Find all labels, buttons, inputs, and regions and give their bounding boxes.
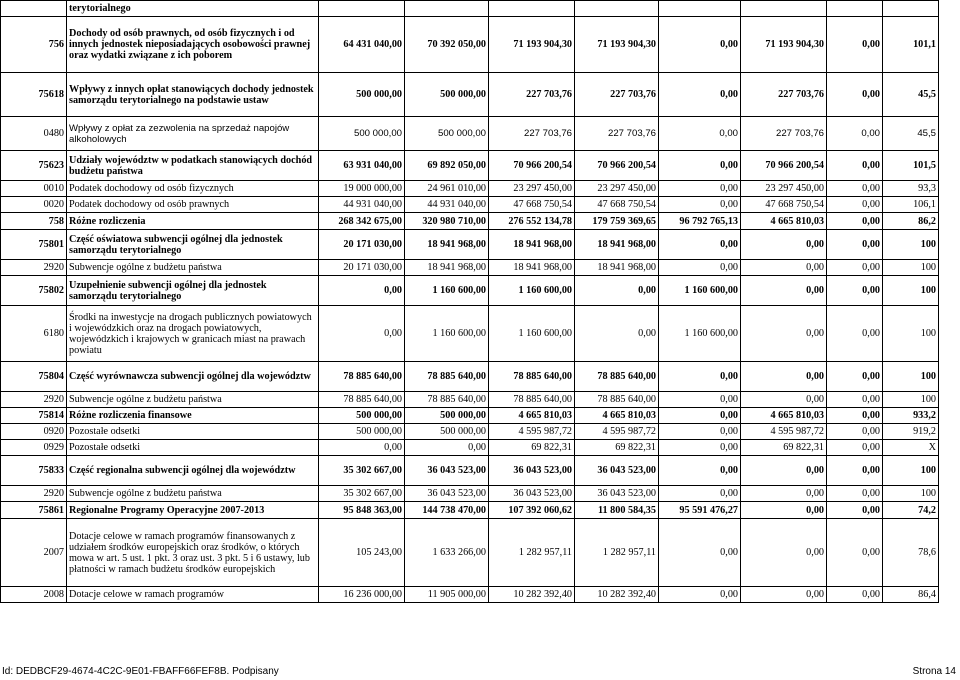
amount-cell: 0,00 xyxy=(659,424,741,440)
percent-cell: 100 xyxy=(883,392,939,408)
amount-cell: 36 043 523,00 xyxy=(405,456,489,486)
percent-cell: 933,2 xyxy=(883,408,939,424)
amount-cell: 69 822,31 xyxy=(489,440,575,456)
amount-cell: 69 822,31 xyxy=(575,440,659,456)
percent-cell: 86,2 xyxy=(883,213,939,230)
amount-cell: 71 193 904,30 xyxy=(489,17,575,73)
amount-cell: 227 703,76 xyxy=(741,73,827,117)
item-description: Podatek dochodowy od osób fizycznych xyxy=(67,181,319,197)
amount-cell: 18 941 968,00 xyxy=(489,230,575,260)
amount-cell: 179 759 369,65 xyxy=(575,213,659,230)
page-number: Strona 14 xyxy=(912,666,956,677)
amount-cell: 0,00 xyxy=(659,17,741,73)
amount-cell: 4 665 810,03 xyxy=(741,213,827,230)
classification-code: 75861 xyxy=(1,502,67,519)
percent-cell: 106,1 xyxy=(883,197,939,213)
item-description: Część regionalna subwencji ogólnej dla województw xyxy=(67,456,319,486)
amount-cell: 500 000,00 xyxy=(319,117,405,151)
amount-cell: 78 885 640,00 xyxy=(319,362,405,392)
amount-cell: 0,00 xyxy=(741,306,827,362)
amount-cell: 0,00 xyxy=(741,362,827,392)
amount-cell: 4 595 987,72 xyxy=(741,424,827,440)
amount-cell: 23 297 450,00 xyxy=(575,181,659,197)
item-description: terytorialnego xyxy=(67,1,319,17)
percent-cell: 74,2 xyxy=(883,502,939,519)
classification-code: 756 xyxy=(1,17,67,73)
amount-cell: 10 282 392,40 xyxy=(575,587,659,603)
amount-cell: 0,00 xyxy=(659,486,741,502)
table-row xyxy=(1,362,939,392)
amount-cell: 47 668 750,54 xyxy=(489,197,575,213)
classification-code: 6180 xyxy=(1,306,67,362)
amount-cell: 0,00 xyxy=(827,276,883,306)
amount-cell: 1 282 957,11 xyxy=(489,519,575,587)
amount-cell: 0,00 xyxy=(741,587,827,603)
classification-code: 0480 xyxy=(1,117,67,151)
amount-cell: 70 966 200,54 xyxy=(489,151,575,181)
amount-cell: 0,00 xyxy=(659,73,741,117)
classification-code xyxy=(1,1,67,17)
item-description: Subwencje ogólne z budżetu państwa xyxy=(67,260,319,276)
table-row xyxy=(1,181,939,197)
amount-cell: 70 966 200,54 xyxy=(741,151,827,181)
amount-cell: 0,00 xyxy=(659,519,741,587)
amount-cell: 35 302 667,00 xyxy=(319,486,405,502)
table-row xyxy=(1,213,939,230)
amount-cell: 268 342 675,00 xyxy=(319,213,405,230)
amount-cell: 0,00 xyxy=(741,502,827,519)
amount-cell: 0,00 xyxy=(659,440,741,456)
item-description: Środki na inwestycje na drogach publicznych powiatowych i wojewódzkich oraz na drogach powiatowych, wojewódzkich i krajowych w granicach miast na prawach powiatu xyxy=(67,306,319,362)
amount-cell: 0,00 xyxy=(575,276,659,306)
percent-cell: 100 xyxy=(883,230,939,260)
amount-cell: 64 431 040,00 xyxy=(319,17,405,73)
amount-cell: 500 000,00 xyxy=(405,73,489,117)
amount-cell: 500 000,00 xyxy=(405,117,489,151)
item-description: Subwencje ogólne z budżetu państwa xyxy=(67,392,319,408)
percent-cell: 100 xyxy=(883,362,939,392)
amount-cell: 69 892 050,00 xyxy=(405,151,489,181)
amount-cell: 70 966 200,54 xyxy=(575,151,659,181)
percent-cell: 101,1 xyxy=(883,17,939,73)
amount-cell: 227 703,76 xyxy=(741,117,827,151)
amount-cell: 500 000,00 xyxy=(319,408,405,424)
amount-cell: 0,00 xyxy=(827,408,883,424)
item-description: Dotacje celowe w ramach programów finansowanych z udziałem środków europejskich oraz środków, o których mowa w art. 5 ust. 1 pkt. 3 oraz ust. 3 pkt. 5 i 6 ustawy, lub płatności w ramach budżetu środków europejskich xyxy=(67,519,319,587)
percent-cell: X xyxy=(883,440,939,456)
amount-cell: 10 282 392,40 xyxy=(489,587,575,603)
amount-cell: 11 905 000,00 xyxy=(405,587,489,603)
amount-cell: 0,00 xyxy=(741,456,827,486)
item-description: Udziały województw w podatkach stanowiących dochód budżetu państwa xyxy=(67,151,319,181)
amount-cell: 0,00 xyxy=(827,181,883,197)
amount-cell: 227 703,76 xyxy=(489,73,575,117)
amount-cell: 44 931 040,00 xyxy=(319,197,405,213)
amount-cell: 0,00 xyxy=(575,306,659,362)
amount-cell: 0,00 xyxy=(319,276,405,306)
item-description: Subwencje ogólne z budżetu państwa xyxy=(67,486,319,502)
classification-code: 75802 xyxy=(1,276,67,306)
amount-cell: 4 595 987,72 xyxy=(489,424,575,440)
amount-cell: 47 668 750,54 xyxy=(741,197,827,213)
amount-cell: 320 980 710,00 xyxy=(405,213,489,230)
amount-cell: 23 297 450,00 xyxy=(741,181,827,197)
amount-cell: 20 171 030,00 xyxy=(319,260,405,276)
amount-cell: 71 193 904,30 xyxy=(741,17,827,73)
percent-cell: 100 xyxy=(883,486,939,502)
amount-cell: 11 800 584,35 xyxy=(575,502,659,519)
amount-cell: 63 931 040,00 xyxy=(319,151,405,181)
amount-cell: 0,00 xyxy=(827,424,883,440)
amount-cell: 0,00 xyxy=(659,456,741,486)
table-row xyxy=(1,306,939,362)
amount-cell: 44 931 040,00 xyxy=(405,197,489,213)
amount-cell: 1 282 957,11 xyxy=(575,519,659,587)
amount-cell: 95 591 476,27 xyxy=(659,502,741,519)
percent-cell: 100 xyxy=(883,260,939,276)
amount-cell: 0,00 xyxy=(827,230,883,260)
amount-cell: 0,00 xyxy=(827,440,883,456)
amount-cell: 0,00 xyxy=(827,17,883,73)
item-description: Regionalne Programy Operacyjne 2007-2013 xyxy=(67,502,319,519)
amount-cell: 95 848 363,00 xyxy=(319,502,405,519)
amount-cell: 500 000,00 xyxy=(405,424,489,440)
classification-code: 75804 xyxy=(1,362,67,392)
amount-cell: 500 000,00 xyxy=(319,73,405,117)
amount-cell: 24 961 010,00 xyxy=(405,181,489,197)
amount-cell: 78 885 640,00 xyxy=(405,362,489,392)
amount-cell: 4 665 810,03 xyxy=(575,408,659,424)
amount-cell: 0,00 xyxy=(659,392,741,408)
classification-code: 758 xyxy=(1,213,67,230)
amount-cell: 36 043 523,00 xyxy=(405,486,489,502)
table-row xyxy=(1,424,939,440)
classification-code: 75814 xyxy=(1,408,67,424)
amount-cell: 36 043 523,00 xyxy=(489,456,575,486)
amount-cell: 19 000 000,00 xyxy=(319,181,405,197)
amount-cell xyxy=(575,1,659,17)
amount-cell: 78 885 640,00 xyxy=(319,392,405,408)
amount-cell: 0,00 xyxy=(741,260,827,276)
percent-cell: 45,5 xyxy=(883,117,939,151)
amount-cell: 71 193 904,30 xyxy=(575,17,659,73)
amount-cell: 18 941 968,00 xyxy=(489,260,575,276)
amount-cell xyxy=(489,1,575,17)
amount-cell: 0,00 xyxy=(827,260,883,276)
amount-cell: 227 703,76 xyxy=(575,73,659,117)
amount-cell: 0,00 xyxy=(405,440,489,456)
table-row xyxy=(1,456,939,486)
amount-cell: 0,00 xyxy=(741,230,827,260)
item-description: Część wyrównawcza subwencji ogólnej dla województw xyxy=(67,362,319,392)
amount-cell: 500 000,00 xyxy=(405,408,489,424)
table-row xyxy=(1,117,939,151)
amount-cell: 0,00 xyxy=(659,197,741,213)
amount-cell: 18 941 968,00 xyxy=(405,230,489,260)
classification-code: 2007 xyxy=(1,519,67,587)
table-row xyxy=(1,502,939,519)
amount-cell: 1 160 600,00 xyxy=(405,276,489,306)
amount-cell: 96 792 765,13 xyxy=(659,213,741,230)
amount-cell: 1 160 600,00 xyxy=(659,306,741,362)
amount-cell: 18 941 968,00 xyxy=(575,230,659,260)
amount-cell: 0,00 xyxy=(659,260,741,276)
item-description: Różne rozliczenia finansowe xyxy=(67,408,319,424)
classification-code: 75833 xyxy=(1,456,67,486)
amount-cell: 1 160 600,00 xyxy=(489,276,575,306)
amount-cell: 0,00 xyxy=(827,213,883,230)
amount-cell: 36 043 523,00 xyxy=(575,486,659,502)
table-row xyxy=(1,486,939,502)
table-row xyxy=(1,73,939,117)
amount-cell: 1 160 600,00 xyxy=(489,306,575,362)
amount-cell: 0,00 xyxy=(741,486,827,502)
item-description: Dotacje celowe w ramach programów xyxy=(67,587,319,603)
amount-cell: 18 941 968,00 xyxy=(405,260,489,276)
table-row xyxy=(1,230,939,260)
amount-cell xyxy=(405,1,489,17)
table-row xyxy=(1,1,939,17)
amount-cell: 0,00 xyxy=(827,502,883,519)
amount-cell: 0,00 xyxy=(319,306,405,362)
classification-code: 2920 xyxy=(1,486,67,502)
amount-cell: 276 552 134,78 xyxy=(489,213,575,230)
amount-cell: 0,00 xyxy=(659,230,741,260)
item-description: Pozostałe odsetki xyxy=(67,440,319,456)
amount-cell: 0,00 xyxy=(659,408,741,424)
amount-cell: 0,00 xyxy=(319,440,405,456)
amount-cell: 1 633 266,00 xyxy=(405,519,489,587)
amount-cell: 20 171 030,00 xyxy=(319,230,405,260)
amount-cell: 0,00 xyxy=(741,519,827,587)
table-row xyxy=(1,587,939,603)
amount-cell: 0,00 xyxy=(827,456,883,486)
amount-cell: 105 243,00 xyxy=(319,519,405,587)
percent-cell: 93,3 xyxy=(883,181,939,197)
amount-cell: 78 885 640,00 xyxy=(405,392,489,408)
item-description: Wpływy z innych opłat stanowiących dochody jednostek samorządu terytorialnego na podstawie ustaw xyxy=(67,73,319,117)
percent-cell: 78,6 xyxy=(883,519,939,587)
amount-cell: 78 885 640,00 xyxy=(575,392,659,408)
amount-cell: 78 885 640,00 xyxy=(489,362,575,392)
amount-cell: 70 392 050,00 xyxy=(405,17,489,73)
percent-cell: 100 xyxy=(883,276,939,306)
amount-cell: 0,00 xyxy=(659,117,741,151)
amount-cell: 0,00 xyxy=(827,519,883,587)
item-description: Różne rozliczenia xyxy=(67,213,319,230)
amount-cell: 144 738 470,00 xyxy=(405,502,489,519)
classification-code: 0020 xyxy=(1,197,67,213)
amount-cell: 0,00 xyxy=(827,392,883,408)
classification-code: 75623 xyxy=(1,151,67,181)
table-row xyxy=(1,392,939,408)
amount-cell: 0,00 xyxy=(741,392,827,408)
classification-code: 2920 xyxy=(1,260,67,276)
amount-cell: 23 297 450,00 xyxy=(489,181,575,197)
percent-cell: 100 xyxy=(883,306,939,362)
amount-cell: 0,00 xyxy=(827,486,883,502)
item-description: Część oświatowa subwencji ogólnej dla jednostek samorządu terytorialnego xyxy=(67,230,319,260)
amount-cell: 4 665 810,03 xyxy=(489,408,575,424)
amount-cell: 0,00 xyxy=(659,587,741,603)
amount-cell: 0,00 xyxy=(827,362,883,392)
amount-cell: 0,00 xyxy=(659,181,741,197)
classification-code: 0920 xyxy=(1,424,67,440)
amount-cell xyxy=(741,1,827,17)
table-row xyxy=(1,519,939,587)
classification-code: 75618 xyxy=(1,73,67,117)
amount-cell: 0,00 xyxy=(827,117,883,151)
item-description: Wpływy z opłat za zezwolenia na sprzedaż napojów alkoholowych xyxy=(67,117,319,151)
amount-cell: 36 043 523,00 xyxy=(489,486,575,502)
classification-code: 2008 xyxy=(1,587,67,603)
amount-cell: 0,00 xyxy=(827,73,883,117)
amount-cell: 0,00 xyxy=(741,276,827,306)
amount-cell xyxy=(827,1,883,17)
amount-cell: 0,00 xyxy=(827,197,883,213)
item-description: Uzupełnienie subwencji ogólnej dla jednostek samorządu terytorialnego xyxy=(67,276,319,306)
table-row xyxy=(1,17,939,73)
amount-cell: 69 822,31 xyxy=(741,440,827,456)
percent-cell: 101,5 xyxy=(883,151,939,181)
percent-cell: 45,5 xyxy=(883,73,939,117)
amount-cell: 227 703,76 xyxy=(489,117,575,151)
document-id-signature: Id: DEDBCF29-4674-4C2C-9E01-FBAFF66FEF8B. Podpisany xyxy=(2,666,279,677)
amount-cell: 16 236 000,00 xyxy=(319,587,405,603)
amount-cell xyxy=(319,1,405,17)
amount-cell: 35 302 667,00 xyxy=(319,456,405,486)
amount-cell: 4 665 810,03 xyxy=(741,408,827,424)
table-row xyxy=(1,260,939,276)
item-description: Dochody od osób prawnych, od osób fizycznych i od innych jednostek nieposiadających osobowości prawnej oraz wydatki związane z ich poborem xyxy=(67,17,319,73)
classification-code: 0929 xyxy=(1,440,67,456)
table-row xyxy=(1,408,939,424)
amount-cell: 0,00 xyxy=(659,362,741,392)
amount-cell: 1 160 600,00 xyxy=(659,276,741,306)
table-row xyxy=(1,151,939,181)
amount-cell: 0,00 xyxy=(827,151,883,181)
amount-cell: 0,00 xyxy=(827,587,883,603)
classification-code: 75801 xyxy=(1,230,67,260)
amount-cell: 36 043 523,00 xyxy=(575,456,659,486)
percent-cell xyxy=(883,1,939,17)
percent-cell: 86,4 xyxy=(883,587,939,603)
amount-cell: 78 885 640,00 xyxy=(489,392,575,408)
item-description: Podatek dochodowy od osób prawnych xyxy=(67,197,319,213)
amount-cell: 500 000,00 xyxy=(319,424,405,440)
amount-cell: 1 160 600,00 xyxy=(405,306,489,362)
table-row xyxy=(1,440,939,456)
amount-cell: 78 885 640,00 xyxy=(575,362,659,392)
amount-cell: 18 941 968,00 xyxy=(575,260,659,276)
amount-cell: 47 668 750,54 xyxy=(575,197,659,213)
amount-cell: 107 392 060,62 xyxy=(489,502,575,519)
percent-cell: 919,2 xyxy=(883,424,939,440)
classification-code: 0010 xyxy=(1,181,67,197)
table-body xyxy=(1,1,939,603)
amount-cell xyxy=(659,1,741,17)
amount-cell: 0,00 xyxy=(659,151,741,181)
table-row xyxy=(1,197,939,213)
percent-cell: 100 xyxy=(883,456,939,486)
amount-cell: 227 703,76 xyxy=(575,117,659,151)
item-description: Pozostałe odsetki xyxy=(67,424,319,440)
amount-cell: 4 595 987,72 xyxy=(575,424,659,440)
table-row xyxy=(1,276,939,306)
classification-code: 2920 xyxy=(1,392,67,408)
amount-cell: 0,00 xyxy=(827,306,883,362)
